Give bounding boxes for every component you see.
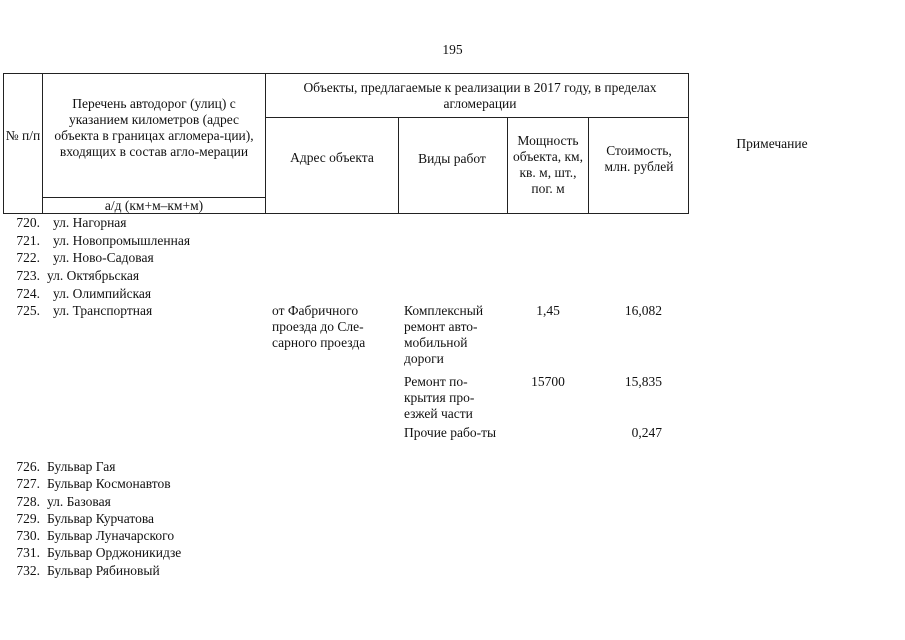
road-name: ул. Октябрьская: [47, 268, 140, 283]
road-name: ул. Транспортная: [53, 303, 153, 318]
header-roads-sub: а/д (км+м–км+м): [104, 198, 204, 213]
row-number: 720.: [16, 215, 40, 230]
road-name: ул. Базовая: [47, 494, 111, 509]
header-objects: Объекты, предлагаемые к реализации в 2017 году, в пределах агломерации: [303, 80, 657, 111]
road-name: Бульвар Луначарского: [47, 528, 175, 543]
work-cost: 15,835: [624, 374, 662, 389]
work-capacity: 1,45: [536, 303, 560, 318]
header-note: Примечание: [736, 136, 808, 151]
row-number: 729.: [16, 511, 40, 526]
row-number: 722.: [16, 250, 40, 265]
row-number: 721.: [16, 233, 40, 248]
road-name: Бульвар Орджоникидзе: [47, 545, 182, 560]
header-num: № п/п: [5, 128, 41, 143]
road-name: Бульвар Рябиновый: [47, 563, 160, 578]
road-name: ул. Нагорная: [53, 215, 127, 230]
road-name: ул. Олимпийская: [53, 286, 152, 301]
header-works: Виды работ: [418, 151, 486, 166]
work-type: Ремонт по-крытия про-езжей части: [404, 374, 475, 421]
object-address: от Фабричного проезда до Сле-сарного проезда: [272, 303, 366, 350]
row-number: 726.: [16, 459, 40, 474]
work-type: Прочие рабо-ты: [404, 425, 497, 440]
row-number: 723.: [16, 268, 40, 283]
road-name: ул. Ново-Садовая: [53, 250, 154, 265]
header-cost: Стоимость, млн. рублей: [604, 143, 674, 174]
row-number: 731.: [16, 545, 40, 560]
header-address: Адрес объекта: [290, 150, 374, 165]
road-name: Бульвар Курчатова: [47, 511, 155, 526]
row-number: 725.: [16, 303, 40, 318]
header-capacity: Мощность объекта, км, кв. м, шт., пог. м: [513, 133, 583, 196]
row-number: 732.: [16, 563, 40, 578]
work-type: Комплексный ремонт авто-мобильной дороги: [404, 303, 484, 366]
work-capacity: 15700: [531, 374, 565, 389]
row-number: 724.: [16, 286, 40, 301]
road-name: ул. Новопромышленная: [53, 233, 191, 248]
row-number: 727.: [16, 476, 40, 491]
work-cost: 0,247: [631, 425, 662, 440]
work-cost: 16,082: [624, 303, 662, 318]
header-roads: Перечень автодорог (улиц) с указанием километров (адрес объекта в границах агломера-ции), входящих в состав агло-мерации: [54, 96, 254, 159]
row-number: 730.: [16, 528, 40, 543]
row-number: 728.: [16, 494, 40, 509]
road-name: Бульвар Космонавтов: [47, 476, 171, 491]
page-number: 195: [442, 42, 463, 57]
road-name: Бульвар Гая: [47, 459, 116, 474]
